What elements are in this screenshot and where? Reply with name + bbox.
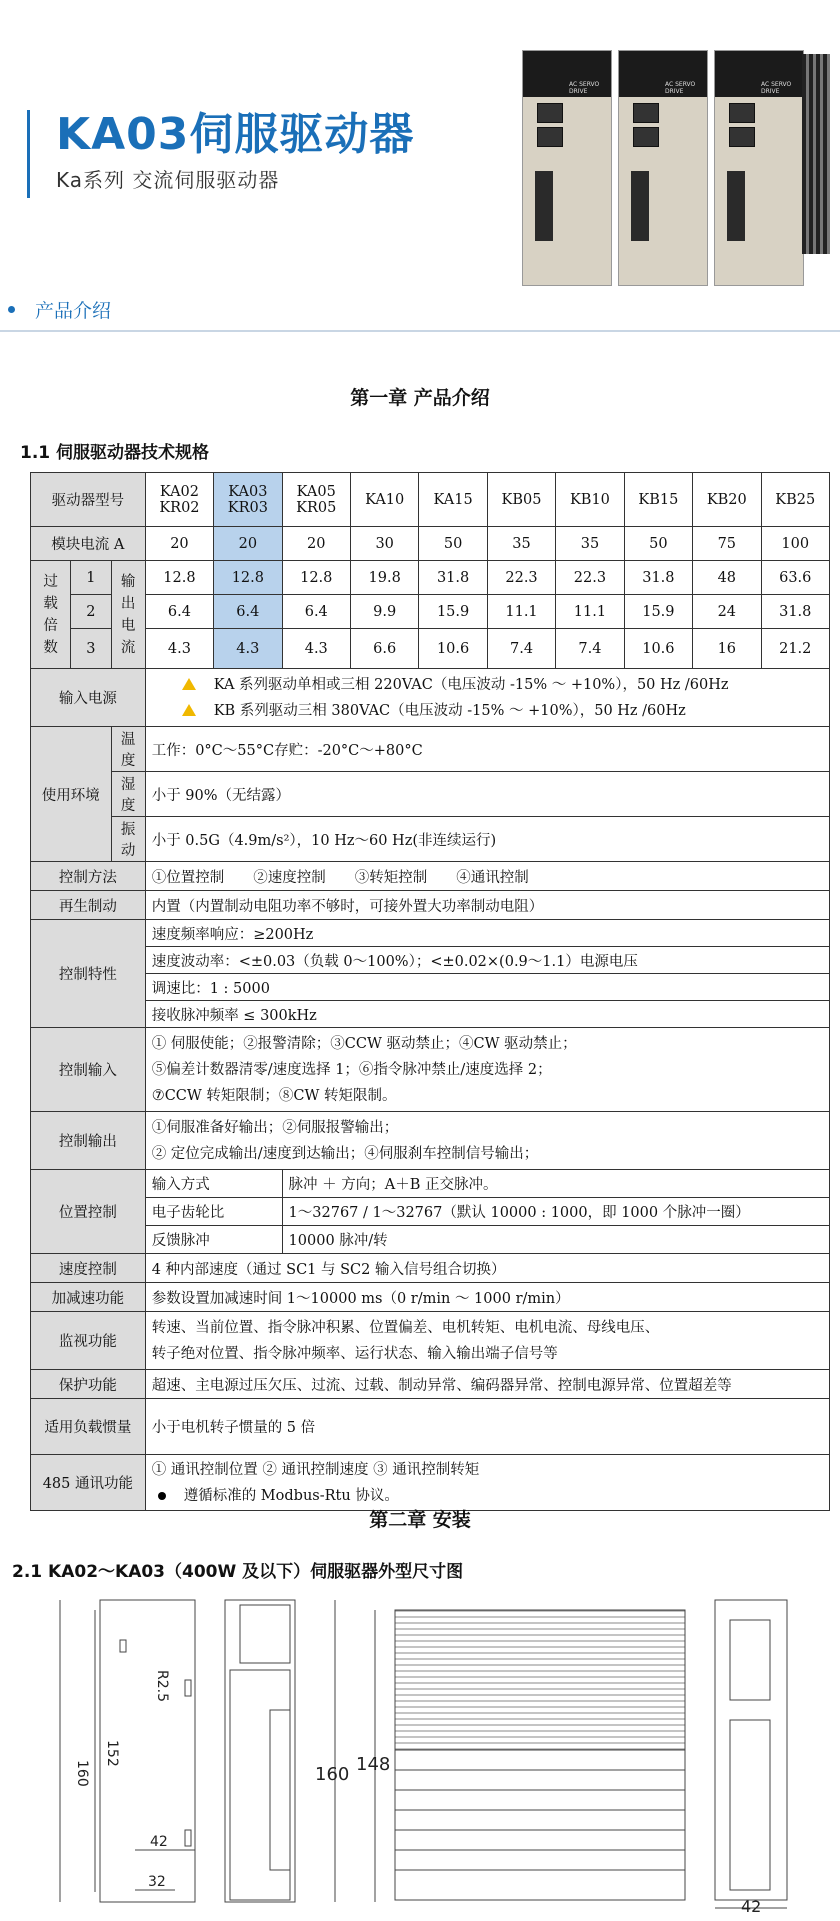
section-1-1-heading: 1.1 伺服驱动器技术规格 [20,443,210,463]
model-cell: KA05 KR05 [282,473,350,527]
back-view-drawing [60,1600,195,1902]
table-row [31,1001,830,1028]
side-view-drawing [356,1610,685,1902]
pos-key: 电子齿轮比 [145,1198,282,1226]
table-row [31,862,830,891]
nav-label: 产品介绍 [35,300,112,322]
table-cell: 4.3 [145,629,213,669]
svg-text:148: 148 [356,1754,391,1775]
svg-text:160: 160 [74,1760,90,1787]
protect-value: 超速、主电源过压欠压、过流、过载、制动异常、编码器异常、控制电源异常、位置超差等 [145,1370,829,1399]
monitor-label: 监视功能 [31,1312,146,1370]
table-cell: 21.2 [761,629,830,669]
current-label: 模块电流 A [31,527,146,561]
table-cell: 30 [350,527,418,561]
table-row [31,1312,830,1370]
env-key: 湿度 [111,772,145,817]
table-cell: 22.3 [487,561,555,595]
pos-key: 输入方式 [145,1170,282,1198]
comm-value: ① 通讯控制位置 ② 通讯控制速度 ③ 通讯控制转矩 遵循标准的 Modbus-Rtu 协议。 [145,1455,829,1511]
table-row [31,891,830,920]
table-row [31,1399,830,1455]
table-row [31,1226,830,1254]
control-output-value: ①伺服准备好输出；②伺服报警输出； ② 定位完成输出/速度到达输出；④伺服刹车控制信号输出； [145,1112,829,1170]
pos-key: 反馈脉冲 [145,1226,282,1254]
table-row [31,947,830,974]
table-cell: 48 [693,561,761,595]
product-image [522,44,830,292]
table-cell: 调速比：1 : 5000 [145,974,829,1001]
inertia-value: 小于电机转子惯量的 5 倍 [145,1399,829,1455]
table-cell: 100 [761,527,830,561]
svg-text:42: 42 [741,1897,762,1916]
table-cell: 4.3 [214,629,282,669]
table-row [31,920,830,947]
table-cell: 35 [487,527,555,561]
table-cell: 速度频率响应：≥200Hz [145,920,829,947]
pos-value: 10000 脉冲/转 [282,1226,829,1254]
model-cell: KB05 [487,473,555,527]
table-cell: 15.9 [419,595,487,629]
table-row [31,629,830,669]
table-row [31,1170,830,1198]
table-cell: 10.6 [419,629,487,669]
table-row [31,561,830,595]
table-cell: 12.8 [282,561,350,595]
table-row [31,1198,830,1226]
table-row [31,669,830,727]
model-cell-highlight: KA03 KR03 [214,473,282,527]
table-cell: 19.8 [350,561,418,595]
env-value: 工作：0°C～55°C存贮：-20°C～+80°C [145,727,829,772]
control-char-label: 控制特性 [31,920,146,1028]
speed-label: 速度控制 [31,1254,146,1283]
env-key: 温度 [111,727,145,772]
table-cell: 10.6 [624,629,692,669]
table-cell: 35 [556,527,624,561]
section-2-1-heading: 2.1 KA02～KA03（400W 及以下）伺服驱器外型尺寸图 [12,1562,464,1582]
table-cell: 速度波动率：<±0.03（负载 0～100%）；<±0.02×(0.9～1.1）电源电压 [145,947,829,974]
table-cell: 11.1 [487,595,555,629]
model-cell: KA02 KR02 [145,473,213,527]
table-row [31,1028,830,1112]
svg-text:32: 32 [148,1874,166,1890]
protect-label: 保护功能 [31,1370,146,1399]
table-cell: 6.4 [214,595,282,629]
table-row [31,595,830,629]
table-row [31,974,830,1001]
nav-product-intro[interactable] [8,296,111,323]
dimension-drawing [0,1590,840,1920]
model-cell: KA10 [350,473,418,527]
header-divider [0,330,840,332]
accel-value: 参数设置加减速时间 1～10000 ms（0 r/min ～ 1000 r/min） [145,1283,829,1312]
model-cell: KB10 [556,473,624,527]
regen-value: 内置（内置制动电阻功率不够时，可接外置大功率制动电阻） [145,891,829,920]
servo-drive-image: AC SERVO DRIVE [522,50,612,286]
table-cell: 9.9 [350,595,418,629]
inertia-label: 适用负载惯量 [31,1399,146,1455]
input-power-value: KA 系列驱动单相或三相 220VAC（电压波动 -15% ～ +10%），50 Hz /60Hz KB 系列驱动三相 380VAC（电压波动 -15% ～ +10%），50 Hz /60Hz [145,669,829,727]
output-current-label: 输 出 电 流 [111,561,145,669]
bullet-icon [8,306,15,313]
table-cell: 31.8 [419,561,487,595]
table-row [31,1283,830,1312]
control-mode-value: ①位置控制 ②速度控制 ③转矩控制 ④通讯控制 [145,862,829,891]
table-cell: 6.6 [350,629,418,669]
header [0,0,840,330]
table-cell: 31.8 [761,595,830,629]
servo-drive-image: AC SERVO DRIVE [714,50,804,286]
overload-label: 过 载 倍 数 [31,561,71,669]
table-row [31,817,830,862]
table-cell: 22.3 [556,561,624,595]
table-cell: 16 [693,629,761,669]
model-cell: KA15 [419,473,487,527]
title-accent-bar [27,110,30,198]
chapter-2-heading: 第二章 安装 [369,1509,471,1531]
model-cell: KB20 [693,473,761,527]
table-cell: 20 [145,527,213,561]
svg-text:R2.5: R2.5 [154,1670,170,1702]
spec-table [30,472,830,1511]
env-value: 小于 0.5G（4.9m/s²），10 Hz～60 Hz(非连续运行) [145,817,829,862]
overload-index: 2 [71,595,111,629]
servo-drive-image: AC SERVO DRIVE [618,50,708,286]
model-cell: KB25 [761,473,830,527]
model-label: 驱动器型号 [31,473,146,527]
right-view-drawing [715,1600,787,1916]
page-title: KA03伺服驱动器 [56,109,415,160]
table-cell: 12.8 [214,561,282,595]
chapter-1-heading: 第一章 产品介绍 [350,387,490,409]
control-input-label: 控制输入 [31,1028,146,1112]
model-cell: KB15 [624,473,692,527]
comm-label: 485 通讯功能 [31,1455,146,1511]
overload-index: 3 [71,629,111,669]
control-output-label: 控制输出 [31,1112,146,1170]
front-view-drawing [225,1600,349,1902]
pos-value: 脉冲 ＋ 方向；A＋B 正交脉冲。 [282,1170,829,1198]
table-row [31,1112,830,1170]
table-cell: 50 [419,527,487,561]
table-cell: 11.1 [556,595,624,629]
table-cell: 24 [693,595,761,629]
warning-icon [182,704,196,716]
table-cell: 7.4 [556,629,624,669]
monitor-value: 转速、当前位置、指令脉冲积累、位置偏差、电机转矩、电机电流、母线电压、 转子绝对位置、指令脉冲频率、运行状态、输入输出端子信号等 [145,1312,829,1370]
table-cell: 15.9 [624,595,692,629]
input-power-label: 输入电源 [31,669,146,727]
table-cell: 接收脉冲频率 ≤ 300kHz [145,1001,829,1028]
table-row [31,727,830,772]
table-cell: 63.6 [761,561,830,595]
bullet-icon [158,1492,166,1500]
table-row [31,772,830,817]
table-cell: 4.3 [282,629,350,669]
control-input-value: ① 伺服使能；②报警清除；③CCW 驱动禁止；④CW 驱动禁止； ⑤偏差计数器清零/速度选择 1；⑥指令脉冲禁止/速度选择 2； ⑦CCW 转矩限制；⑧CW 转矩限制。 [145,1028,829,1112]
env-key: 振动 [111,817,145,862]
table-cell: 6.4 [145,595,213,629]
svg-text:42: 42 [150,1834,168,1850]
table-row [31,473,830,527]
speed-value: 4 种内部速度（通过 SC1 与 SC2 输入信号组合切换） [145,1254,829,1283]
table-cell: 12.8 [145,561,213,595]
pos-value: 1～32767 / 1～32767（默认 10000 : 1000，即 1000 个脉冲一圈） [282,1198,829,1226]
overload-index: 1 [71,561,111,595]
control-mode-label: 控制方法 [31,862,146,891]
accel-label: 加减速功能 [31,1283,146,1312]
warning-icon [182,678,196,690]
env-label: 使用环境 [31,727,112,862]
page-subtitle: Ka系列 交流伺服驱动器 [56,168,280,192]
table-row [31,1254,830,1283]
regen-label: 再生制动 [31,891,146,920]
svg-text:152: 152 [104,1740,120,1767]
table-row [31,1370,830,1399]
table-cell: 20 [282,527,350,561]
table-cell: 50 [624,527,692,561]
table-row [31,527,830,561]
table-cell: 75 [693,527,761,561]
table-cell: 20 [214,527,282,561]
table-cell: 6.4 [282,595,350,629]
table-row [31,1455,830,1511]
table-cell: 31.8 [624,561,692,595]
env-value: 小于 90%（无结露） [145,772,829,817]
table-cell: 7.4 [487,629,555,669]
heatsink-fins [802,54,830,254]
pos-control-label: 位置控制 [31,1170,146,1254]
svg-text:160: 160 [315,1764,350,1785]
